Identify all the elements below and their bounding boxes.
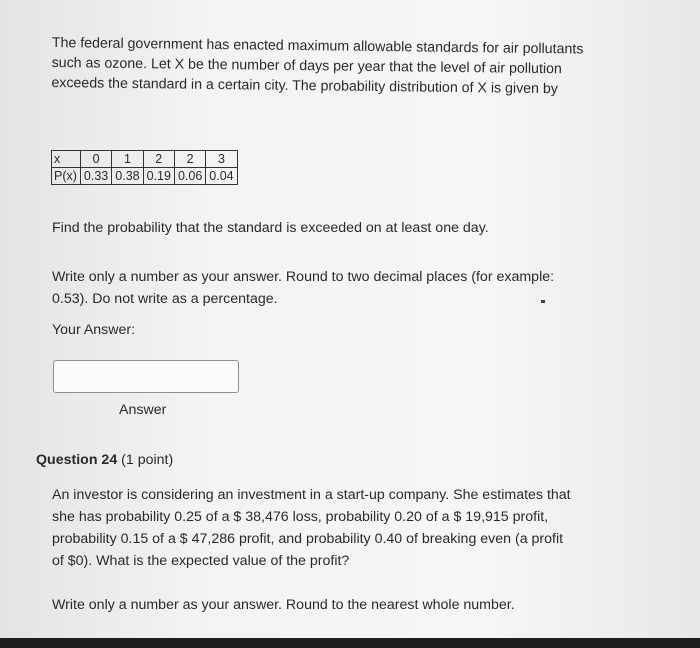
instruction-line-1: Write only a number as your answer. Round to two decimal places (for example: bbox=[52, 269, 555, 285]
x-value: 2 bbox=[174, 151, 205, 168]
question-text: Find the probability that the standard is exceeded on at least one day. bbox=[52, 220, 489, 236]
q24-line-4: of $0). What is the expected value of the profit? bbox=[52, 553, 350, 569]
question-24-body bbox=[52, 484, 642, 572]
question-points: (1 point) bbox=[121, 452, 174, 468]
problem-intro bbox=[51, 33, 652, 100]
answer-instructions bbox=[52, 266, 652, 310]
intro-line-3: exceeds the standard in a certain city. The probability distribution of X is given by bbox=[51, 74, 559, 98]
q24-line-2: she has probability 0.25 of a $ 38,476 loss, probability 0.20 of a $ 19,915 profit, bbox=[52, 509, 549, 525]
instruction-line-2: 0.53). Do not write as a percentage. bbox=[52, 291, 278, 307]
your-answer-label: Your Answer: bbox=[52, 322, 136, 338]
intro-line-2: such as ozone. Let X be the number of days per year that the level of air pollution bbox=[51, 54, 562, 78]
intro-line-1: The federal government has enacted maximum allowable standards for air pollutants bbox=[51, 34, 584, 58]
p-value: 0.04 bbox=[206, 168, 237, 185]
p-row bbox=[52, 168, 238, 185]
p-label: P(x) bbox=[52, 168, 81, 185]
q24-line-1: An investor is considering an investment in a start-up company. She estimates that bbox=[52, 487, 571, 503]
x-label: x bbox=[52, 151, 81, 168]
p-value: 0.38 bbox=[112, 168, 143, 185]
probability-distribution-table bbox=[51, 150, 238, 185]
answer-button[interactable]: Answer bbox=[119, 402, 167, 418]
q24-line-3: probability 0.15 of a $ 47,286 profit, and probability 0.40 of breaking even (a profit bbox=[52, 531, 564, 547]
bottom-bar bbox=[0, 638, 700, 648]
question-24-header bbox=[36, 452, 173, 468]
question-number: Question 24 bbox=[36, 452, 118, 468]
x-value: 1 bbox=[112, 151, 143, 168]
x-value: 2 bbox=[143, 151, 174, 168]
x-value: 3 bbox=[206, 151, 237, 168]
p-value: 0.06 bbox=[174, 168, 205, 185]
p-value: 0.33 bbox=[80, 168, 111, 185]
q24-instruction: Write only a number as your answer. Round to the nearest whole number. bbox=[52, 597, 515, 613]
p-value: 0.19 bbox=[143, 168, 174, 185]
x-row bbox=[52, 151, 238, 168]
stray-mark bbox=[541, 300, 545, 303]
answer-input[interactable] bbox=[53, 360, 239, 393]
x-value: 0 bbox=[80, 151, 111, 168]
